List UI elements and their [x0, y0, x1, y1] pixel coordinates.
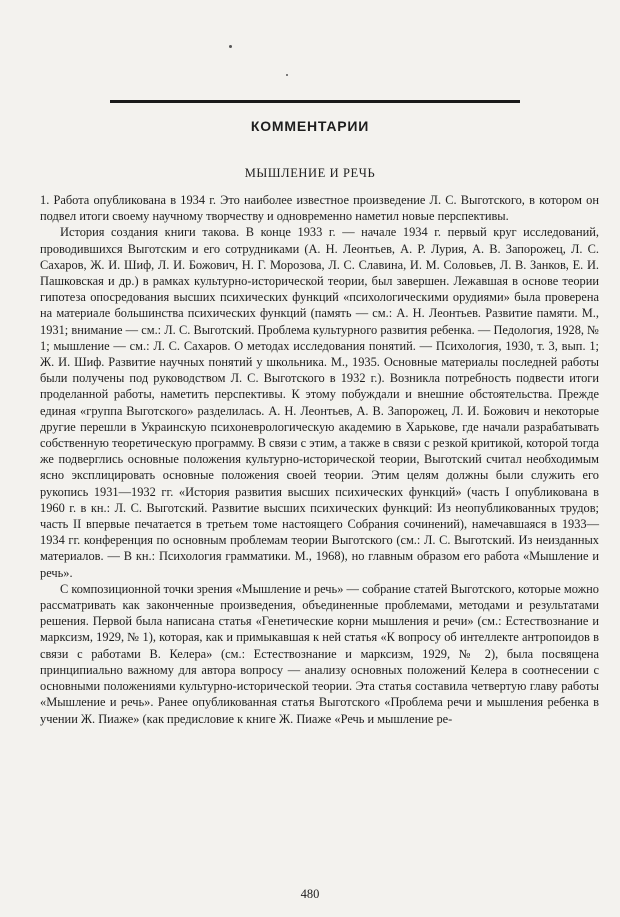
paragraph: С композиционной точки зрения «Мышление и речь» — собрание статей Выготского, которые можно рассматривать как законченные произведения, объединенные проблемами, методами и результатами решения. Первой была написана статья «Генетические корни мышления и речи» (см.: Естествознание и марксизм, 1929, № 1), которая, как и примыкавшая к ней статья «К вопросу об интеллекте антропоидов в связи с работами В. Келера» (см.: Естествознание и марксизм, 1929, № 2), была посвящена принципиально важному для автора вопросу — анализу основных положений Келера в соотнесении с основными положениями культурно-исторической теории. Эта статья составила четвертую главу работы «Мышление и речь». Ранее опубликованная статья Выготского «Проблема речи и мышления ребенка в учении Ж. Пиаже» (как предисловие к книге Ж. Пиаже «Речь и мышление ре- — [40, 581, 599, 726]
section-title: МЫШЛЕНИЕ И РЕЧЬ — [244, 166, 376, 180]
body-text — [40, 192, 599, 727]
paragraph: История создания книги такова. В конце 1933 г. — начале 1934 г. первый круг исследований, проводившихся Выготским и его сотрудниками (А. Н. Леонтьев, А. Р. Лурия, А. В. Запорожец, Л. С. Сахаров, Ж. И. Шиф, Л. И. Божович, Н. Г. Морозова, Л. С. Славина, И. М. Соловьев, Л. В. Занков, Е. И. Пашковская и др.) в рамках культурно-исторической теории, был завершен. Лежавшая в основе теории гипотеза опосредования высших психических функций «психологическими орудиями» была проверена на материале большинства психических функций (память — см.: А. Н. Леонтьев. Развитие памяти. М., 1931; внимание — см.: Л. С. Выготский. Проблема культурного развития ребенка. — Педология, 1928, № 1; мышление — см.: Л. С. Сахаров. О методах исследования понятий. — Психология, 1930, т. 3, вып. 1; Ж. И. Шиф. Развитие научных понятий у школьника. М., 1935. Основные материалы последней работы были получены под руководством Л. С. Выготского в 1932 г.). Возникла потребность подвести итоги проделанной работы, наметить перспективы. К этому побуждали и внешние обстоятельства. Прежде единая «группа Выготского» разделилась. А. Н. Леонтьев, А. В. Запорожец, Л. И. Божович и некоторые другие перешли в Украинскую психоневрологическую академию в Харькове, где начали разрабатывать собственную теоретическую программу. В связи с этим, а также в связи с резкой критикой, которой тогда же подверглись основные положения культурно-исторической теории, Выготский считал необходимым ясно эксплицировать основные положения своей теории. Этим целям должны были служить его рукопись 1931—1932 гг. «История развития высших психических функций» (часть I опубликована в 1960 г. в кн.: Л. С. Выготский. Развитие высших психических функций: Из неопубликованных трудов; часть II впервые печатается в третьем томе настоящего Собрания сочинений), намечавшаяся в 1933—1934 гг. конференция по основным проблемам теории Выготского (см.: Л. С. Выготский. Из неизданных материалов. — В кн.: Психология грамматики. М., 1968), но главным образом его работа «Мышление и речь». — [40, 225, 599, 580]
page-number: 480 — [300, 887, 320, 901]
header-rule — [110, 100, 520, 103]
paragraph: 1. Работа опубликована в 1934 г. Это наиболее известное произведение Л. С. Выготского, в котором он подвел итоги своему научному творчеству и одновременно наметил новые перспективы. — [40, 193, 599, 224]
page-title: КОММЕНТАРИИ — [250, 118, 370, 134]
print-speck — [286, 74, 288, 76]
print-speck — [229, 45, 232, 48]
